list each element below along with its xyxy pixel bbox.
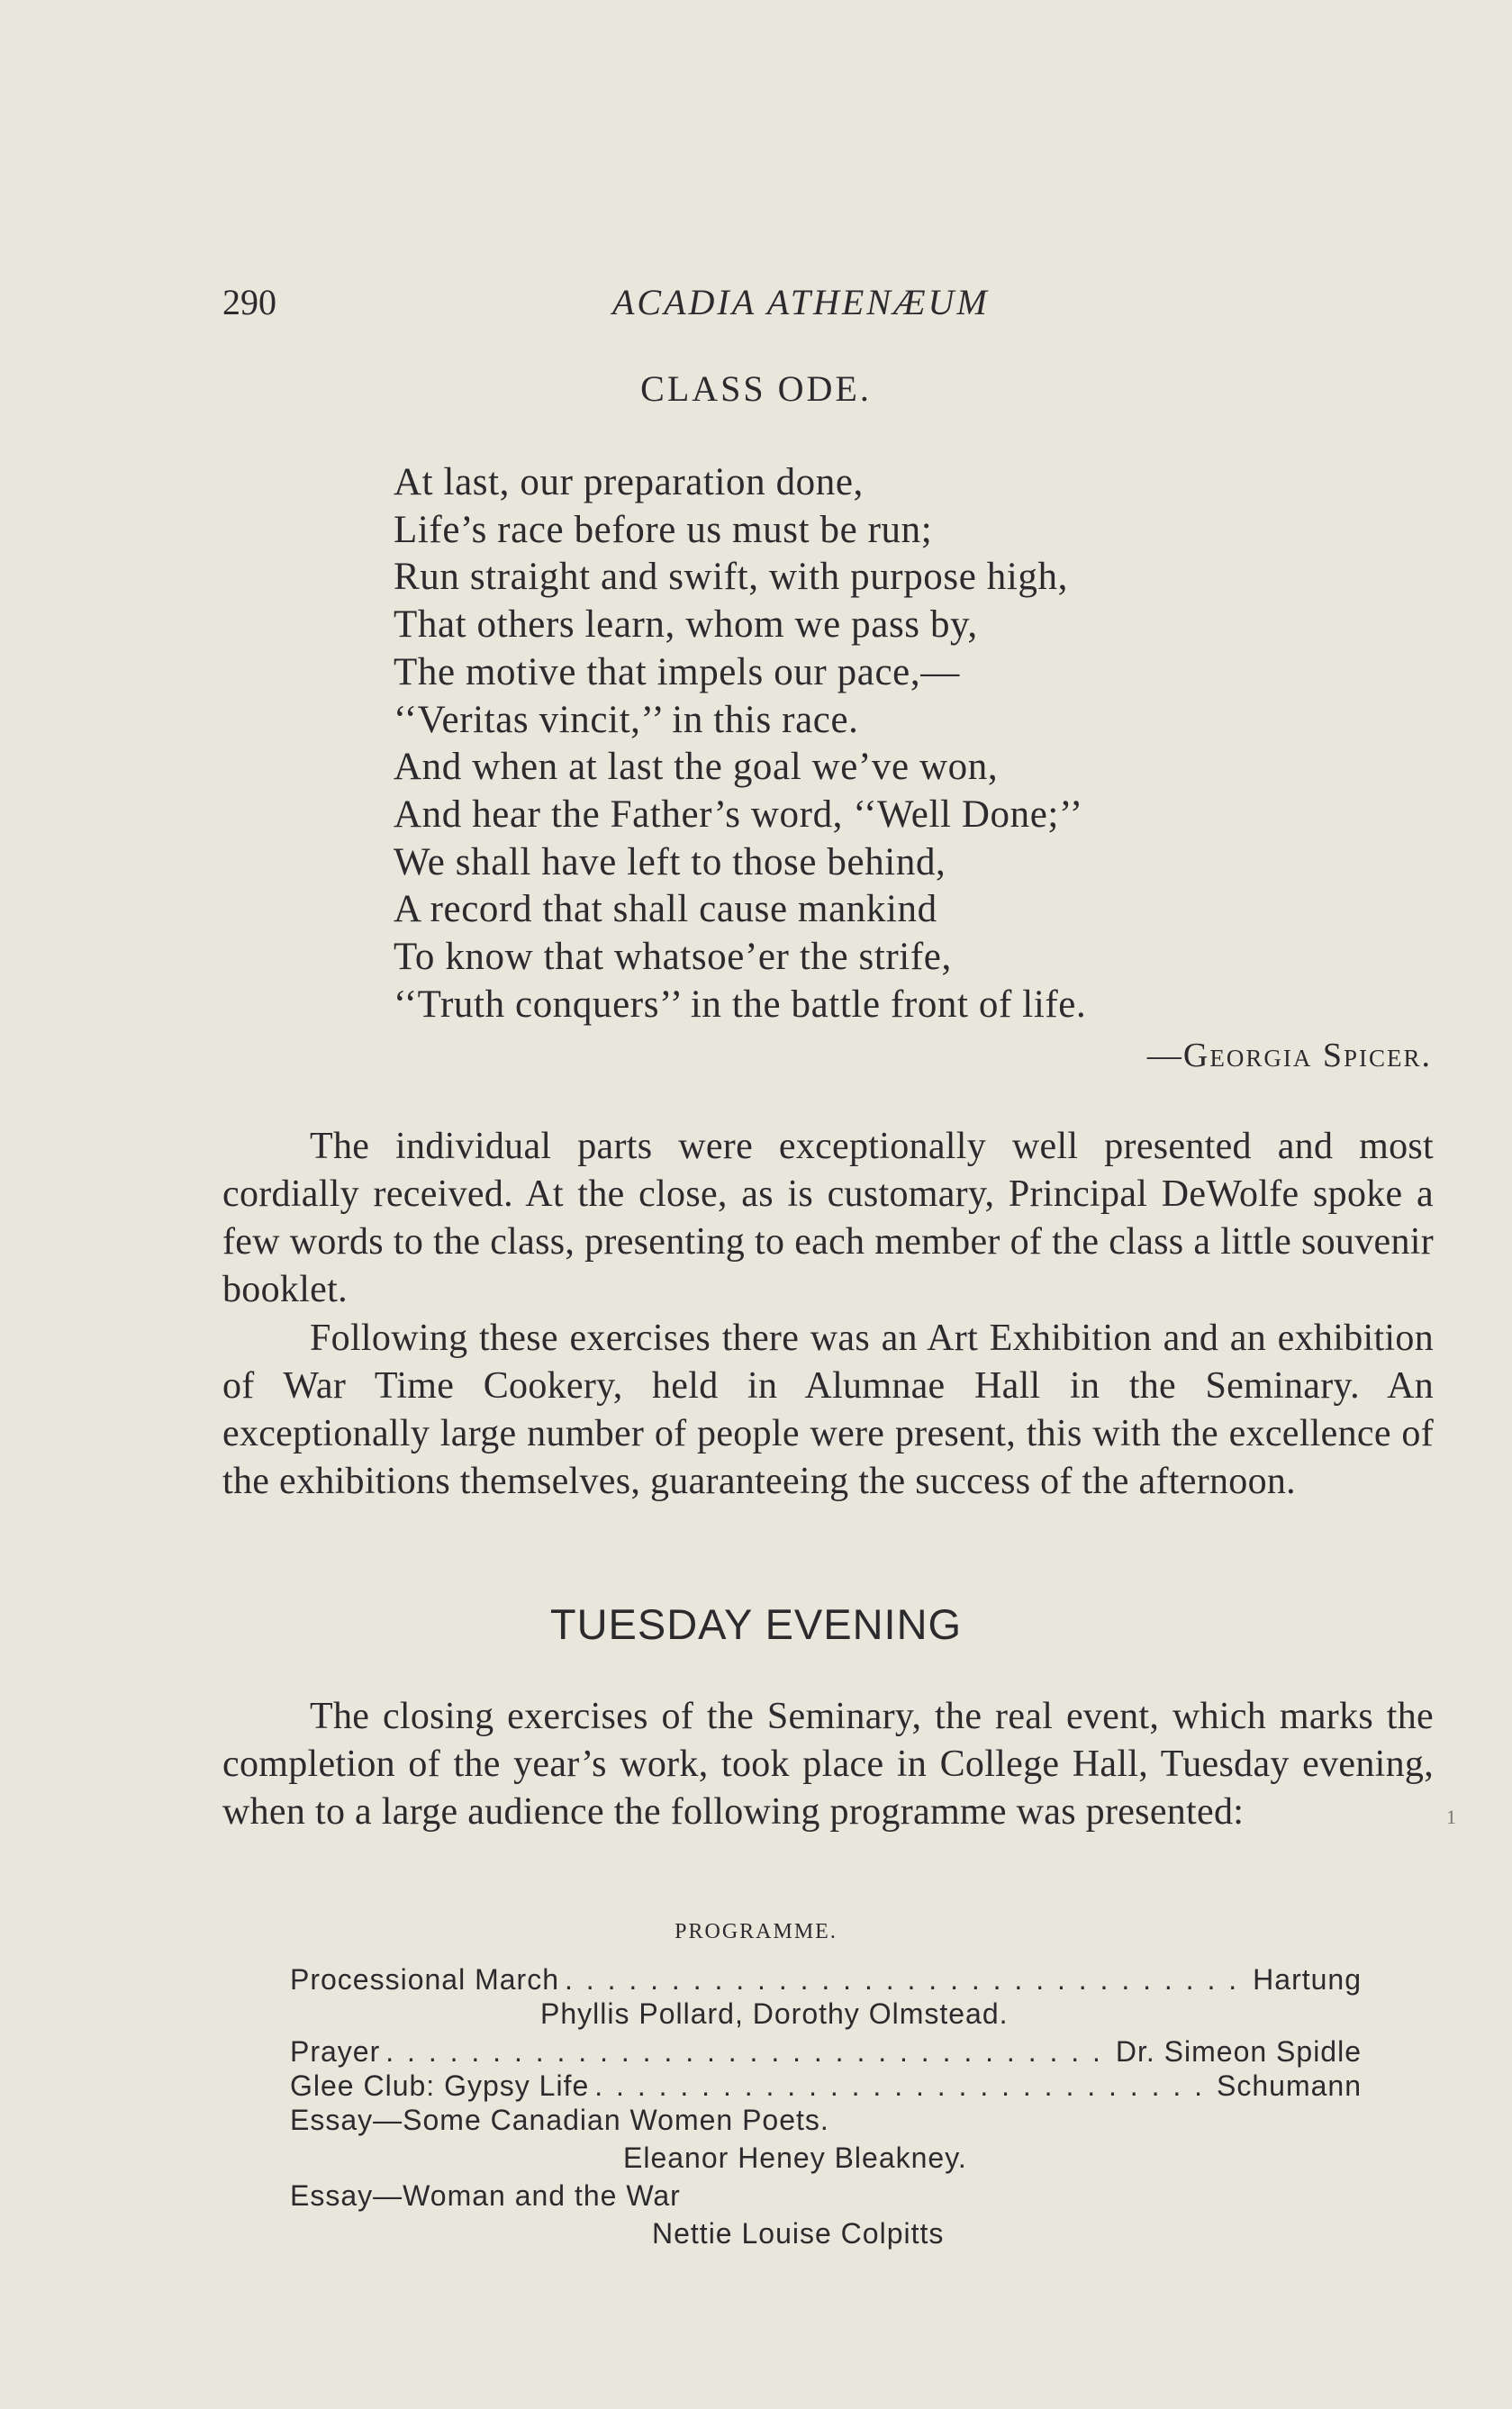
tuesday-evening-title: TUESDAY EVENING	[549, 1600, 963, 1648]
programme-item	[290, 2035, 1362, 2069]
class-ode-poem	[394, 459, 1086, 1028]
poem-line: Life’s race before us must be run;	[394, 508, 933, 551]
poem-line: And hear the Father’s word, ‘‘Well Done;’’	[394, 792, 1083, 836]
programme-item-performer: Schumann	[1217, 2069, 1362, 2102]
leader-dots	[565, 1963, 1247, 1997]
poem-line: And when at last the goal we’ve won,	[394, 746, 999, 789]
programme-item-performer: Dr. Simeon Spidle	[1115, 2035, 1362, 2068]
poem-line: That others learn, whom we pass by,	[394, 603, 978, 647]
poem-line: To know that whatsoe’er the strife,	[394, 936, 952, 979]
poem-line: The motive that impels our pace,—	[394, 650, 960, 693]
programme-item-title: Essay—Some Canadian Women Poets.	[290, 2104, 829, 2136]
leader-dots	[594, 2069, 1211, 2103]
poem-line: At last, our preparation done,	[394, 461, 864, 503]
programme-item-title: Glee Club: Gypsy Life	[290, 2069, 590, 2102]
programme-list	[290, 1963, 1362, 2255]
paragraph-closing-exercises: The closing exercises of the Seminary, the real event, which marks the completion of the year’s work, took place in College Hall, Tuesday evening, when to a large audience the following programme was presented:	[222, 1696, 1434, 1833]
poem-line: Run straight and swift, with purpose high,	[394, 556, 1068, 599]
programme-item-title: Processional March	[290, 1963, 559, 1996]
programme-item-participants: Phyllis Pollard, Dorothy Olmstead.	[540, 1997, 1009, 2030]
programme-item-title: Prayer	[290, 2035, 381, 2068]
programme-title: PROGRAMME.	[675, 1920, 837, 1943]
paragraph-souvenir: The individual parts were exceptionally well presented and most cordially received. At the close, as is customary, Principal DeWolfe spoke a few words to the class, presenting to each member of the class a little souvenir booklet.	[222, 1126, 1434, 1310]
page-number: 290	[222, 282, 276, 322]
leader-dots	[385, 2035, 1110, 2069]
poem-attribution: —Georgia Spicer.	[1146, 1037, 1432, 1074]
poem-line: We shall have left to those behind,	[394, 840, 946, 883]
poem-line: ‘‘Veritas vincit,’’ in this race.	[394, 698, 859, 741]
poem-line: ‘‘Truth conquers’’ in the battle front of life.	[394, 983, 1087, 1026]
programme-item-title: Essay—Woman and the War	[290, 2179, 681, 2212]
margin-mark: 1	[1446, 1806, 1456, 1828]
running-title: ACADIA ATHENÆUM	[612, 282, 990, 322]
programme-item-participants: Eleanor Heney Bleakney.	[623, 2142, 967, 2174]
programme-item	[290, 2069, 1362, 2104]
poem-line: A record that shall cause mankind	[394, 888, 937, 931]
paragraph-exhibition: Following these exercises there was an Art Exhibition and an exhibition of War Time Cookery, held in Alumnae Hall in the Seminary. An exceptionally large number of people were present, this with the excellence of the exhibitions themselves, guaranteeing the success of the afternoon.	[222, 1318, 1434, 1502]
programme-item	[290, 1963, 1362, 1997]
programme-item-performer: Hartung	[1253, 1963, 1362, 1996]
programme-item-participants: Nettie Louise Colpitts	[652, 2217, 945, 2250]
class-ode-title: CLASS ODE.	[640, 368, 872, 409]
